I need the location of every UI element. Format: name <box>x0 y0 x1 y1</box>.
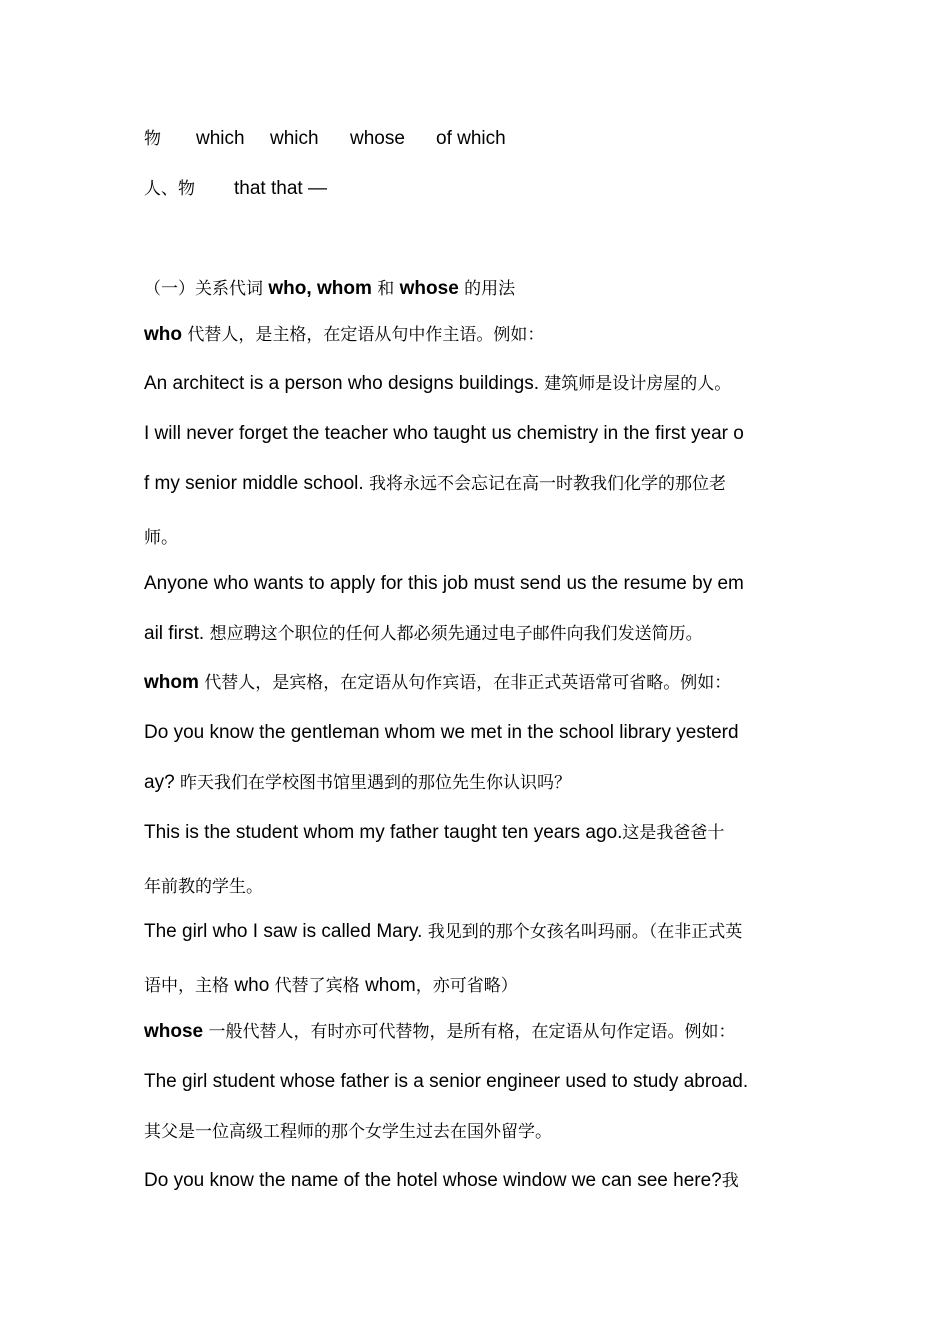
row-label: 物 <box>144 129 161 149</box>
example-5-line-1: This is the student whom my father taught ten years ago.这是我爸爸十 <box>144 822 725 843</box>
example-2-line-1: I will never forget the teacher who taught us chemistry in the first year o <box>144 423 744 444</box>
who-rule: who 代替人，是主格，在定语从句中作主语。例如： <box>144 324 545 345</box>
example-6-line-2: 语中，主格 who 代替了宾格 whom，亦可省略） <box>144 975 518 996</box>
example-2-line-2: f my senior middle school. 我将永远不会忘记在高一时教我们化学的那位老 <box>144 473 727 494</box>
example-1: An architect is a person who designs buildings. 建筑师是设计房屋的人。 <box>144 373 732 394</box>
whose-rule: whose 一般代替人，有时亦可代替物，是所有格，在定语从句作定语。例如： <box>144 1021 736 1042</box>
table-row-person-thing <box>144 177 824 201</box>
example-5-line-2: 年前教的学生。 <box>144 877 263 897</box>
cell: that that — <box>234 178 327 199</box>
whom-rule: whom 代替人，是宾格，在定语从句作宾语，在非正式英语常可省略。例如： <box>144 672 732 693</box>
section-title: （一）关系代词 who, whom 和 whose 的用法 <box>144 278 516 299</box>
example-3-line-1: Anyone who wants to apply for this job must send us the resume by em <box>144 573 744 594</box>
cell: of which <box>436 128 506 149</box>
cell: whose <box>350 128 405 149</box>
example-6-line-1: The girl who I saw is called Mary. 我见到的那个女孩名叫玛丽。（在非正式英 <box>144 921 743 942</box>
example-2-line-3: 师。 <box>144 528 178 548</box>
example-4-line-2: ay? 昨天我们在学校图书馆里遇到的那位先生你认识吗？ <box>144 772 572 793</box>
cell: which <box>270 128 319 149</box>
example-4-line-1: Do you know the gentleman whom we met in the school library yesterd <box>144 722 739 743</box>
example-7-line-2: 其父是一位高级工程师的那个女学生过去在国外留学。 <box>144 1122 552 1142</box>
example-3-line-2: ail first. 想应聘这个职位的任何人都必须先通过电子邮件向我们发送简历。 <box>144 623 703 644</box>
cell: which <box>196 128 245 149</box>
table-row-thing <box>144 127 824 151</box>
row-label: 人、物 <box>144 179 195 199</box>
example-8-line-1: Do you know the name of the hotel whose window we can see here?我 <box>144 1170 739 1191</box>
example-7-line-1: The girl student whose father is a senior engineer used to study abroad. <box>144 1071 749 1092</box>
